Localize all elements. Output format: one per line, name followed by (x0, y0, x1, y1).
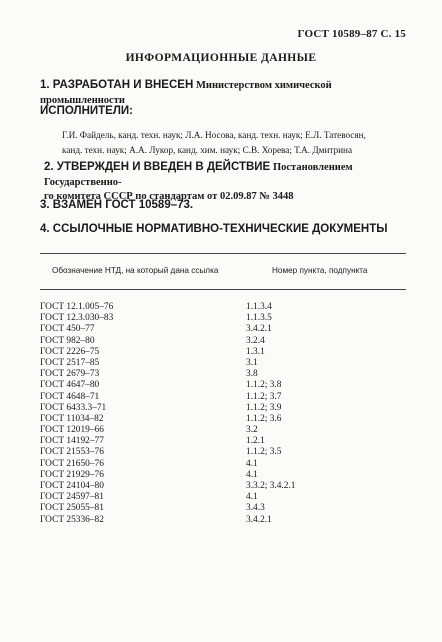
table-row (40, 492, 410, 503)
table-row (40, 324, 410, 335)
table-row (40, 380, 410, 391)
table-row (40, 347, 410, 358)
table-cell-clause: 1.1.2; 3.8 (246, 380, 282, 391)
table-cell-designation: ГОСТ 12.3.030–83 (40, 313, 114, 324)
table-cell-designation: ГОСТ 12019–66 (40, 425, 104, 436)
table-cell-designation: ГОСТ 11034–82 (40, 413, 104, 424)
table-row (40, 447, 410, 458)
table-row (40, 481, 410, 492)
table-cell-designation: ГОСТ 21929–76 (40, 469, 104, 480)
table-cell-designation: ГОСТ 2679–73 (40, 369, 100, 380)
table-cell-clause: 3.2.4 (246, 335, 265, 346)
table-cell-clause: 4.1 (246, 469, 258, 480)
section-4-text: 4. ССЫЛОЧНЫЕ НОРМАТИВНО-ТЕХНИЧЕСКИЕ ДОКУМЕНТЫ (40, 223, 388, 235)
table-cell-designation: ГОСТ 12.1.005–76 (40, 302, 114, 312)
table-cell-clause: 1.2.1 (246, 436, 265, 447)
table-cell-clause: 1.3.1 (246, 346, 265, 357)
table-cell-designation: ГОСТ 4647–80 (40, 380, 100, 391)
table-cell-designation: ГОСТ 4648–71 (40, 391, 100, 402)
table-cell-designation: ГОСТ 21553–76 (40, 447, 104, 458)
table-cell-designation: ГОСТ 982–80 (40, 335, 95, 346)
table-row (40, 470, 410, 481)
table-cell-designation: ГОСТ 24104–80 (40, 481, 104, 491)
table-cell-designation: ГОСТ 25055–81 (40, 503, 104, 514)
table-cell-clause: 3.4.2.1 (246, 514, 272, 525)
executors-list (62, 128, 406, 158)
table-row (40, 425, 410, 436)
section-1-text: Министерством химической промышленности (40, 80, 332, 106)
table-cell-designation: ГОСТ 2226–75 (40, 346, 100, 357)
table-cell-designation: ГОСТ 24597–81 (40, 492, 104, 503)
table-cell-designation: ГОСТ 450–77 (40, 324, 95, 335)
table-cell-clause: 3.4.3 (246, 503, 265, 514)
table-cell-clause: 3.2 (246, 425, 258, 436)
table-row (40, 459, 410, 470)
executors-heading: ИСПОЛНИТЕЛИ: (40, 105, 133, 117)
table-row (40, 392, 410, 403)
table-row (40, 369, 410, 380)
table-cell-clause: 1.1.3.5 (246, 313, 272, 324)
table-row (40, 358, 410, 369)
table-cell-clause: 3.4.2.1 (246, 324, 272, 335)
table-row (40, 436, 410, 447)
section-4 (40, 222, 406, 236)
section-1-lead: 1. РАЗРАБОТАН И ВНЕСЕН (40, 79, 194, 91)
table-cell-designation: ГОСТ 21650–76 (40, 458, 104, 469)
table-row (40, 503, 410, 514)
table-cell-clause: 3.8 (246, 369, 258, 380)
table-cell-clause: 1.1.2; 3.7 (246, 391, 282, 402)
section-2-text-1: Постановлением Государственно- (44, 162, 353, 188)
section-3-text: 3. ВЗАМЕН ГОСТ 10589–73. (40, 199, 194, 211)
table-header-designation: Обозначение НТД, на который дана ссылка (52, 266, 219, 275)
executors-line-1: Г.И. Файдель, канд. техн. наук; Л.А. Носова, канд. техн. наук; Е.Л. Татевосян, (62, 130, 366, 140)
table-cell-designation: ГОСТ 6433.3–71 (40, 402, 107, 413)
table-cell-clause: 1.1.2; 3.5 (246, 447, 282, 458)
page-title: ИНФОРМАЦИОННЫЕ ДАННЫЕ (125, 52, 317, 64)
table-cell-clause: 1.1.2; 3.6 (246, 413, 282, 424)
table-cell-clause: 3.1 (246, 357, 258, 368)
table-header-rule (40, 289, 406, 290)
section-3 (40, 198, 406, 212)
table-header-clause: Номер пункта, подпункта (272, 266, 368, 275)
table-row (40, 403, 410, 414)
section-2-lead: 2. УТВЕРЖДЕН И ВВЕДЕН В ДЕЙСТВИЕ (44, 161, 271, 173)
table-top-rule (40, 253, 406, 254)
table-cell-designation: ГОСТ 25336–82 (40, 514, 104, 525)
table-cell-clause: 4.1 (246, 492, 258, 503)
table-cell-clause: 4.1 (246, 458, 258, 469)
section-2-text-2: го комитета СССР по стандартам от 02.09.87 № 3448 (44, 191, 294, 202)
table-cell-designation: ГОСТ 2517–85 (40, 357, 100, 368)
table-row (40, 302, 410, 313)
table-row (40, 313, 410, 324)
table-row (40, 515, 410, 526)
page-header: ГОСТ 10589–87 С. 15 (297, 28, 406, 40)
table-cell-clause: 1.1.2; 3.9 (246, 402, 282, 413)
table-body (40, 302, 410, 526)
table-row (40, 414, 410, 425)
table-cell-clause: 1.1.3.4 (246, 302, 272, 312)
table-row (40, 336, 410, 347)
table-cell-clause: 3.3.2; 3.4.2.1 (246, 481, 296, 491)
table-cell-designation: ГОСТ 14192–77 (40, 436, 104, 447)
executors-line-2: канд. техн. наук; А.А. Лукор, канд. хим. наук; С.В. Хорева; Т.А. Дмитрина (62, 145, 353, 155)
